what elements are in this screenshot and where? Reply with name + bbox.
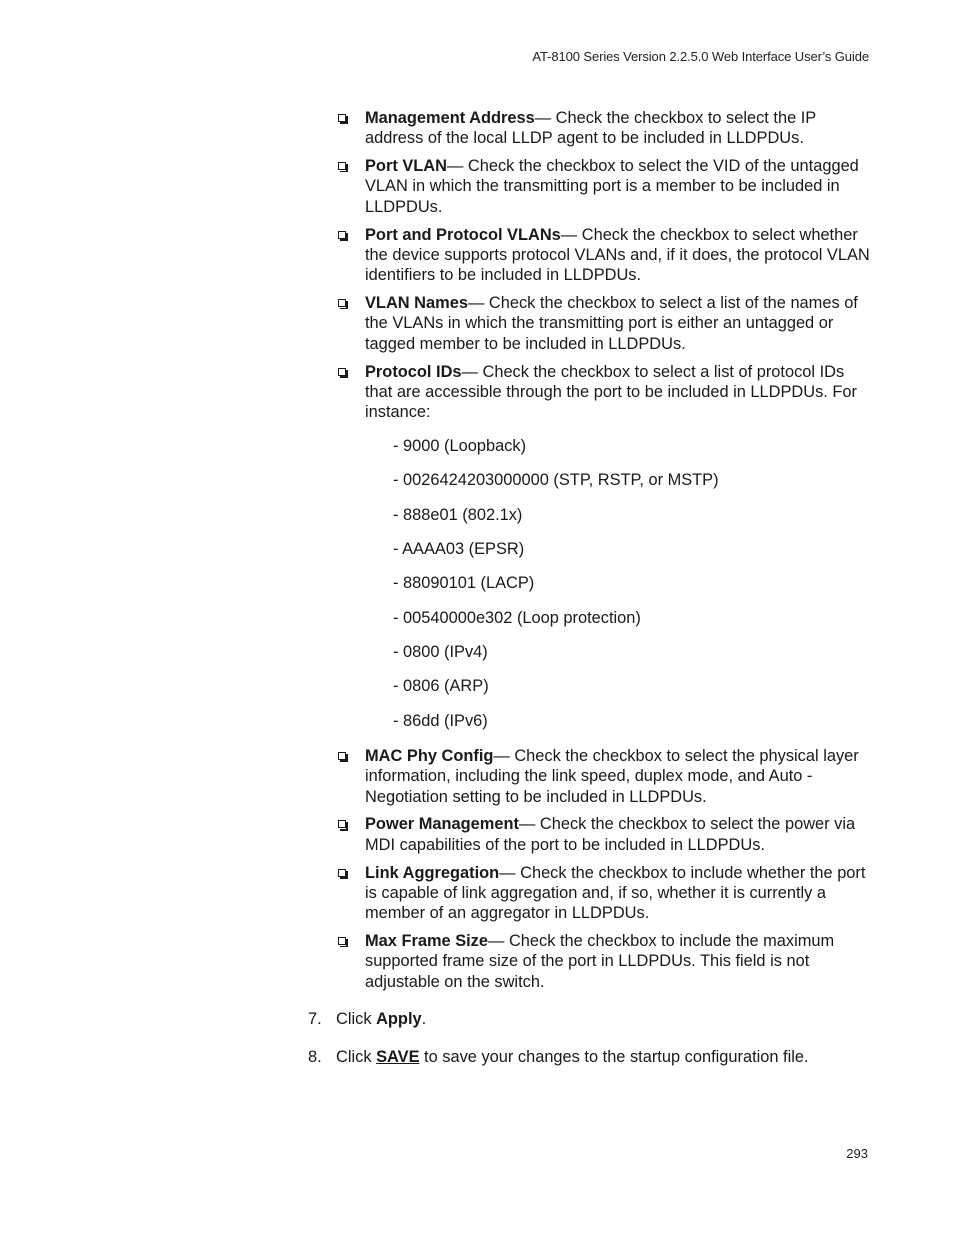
- bullet-box-icon: [338, 299, 346, 307]
- step-7: [308, 1009, 908, 1029]
- item-text: — Check the checkbox to select the IP address of the local LLDP agent to be included in LLDPDUs.: [365, 109, 816, 148]
- bullet-box-icon: [338, 820, 346, 828]
- list-item: [336, 931, 876, 992]
- item-term: Port VLAN: [365, 157, 447, 176]
- procedure-steps: [308, 1009, 908, 1067]
- step-text-post: .: [421, 1010, 427, 1028]
- item-term: Protocol IDs: [365, 362, 462, 381]
- item-text: — Check the checkbox to select whether the device supports protocol VLANs and, if it does, the protocol VLAN identifiers to be included in LLDPDUs.: [365, 225, 870, 285]
- page-number: 293: [846, 1146, 868, 1161]
- bullet-box-icon: [338, 937, 346, 945]
- list-item: [336, 362, 876, 423]
- item-text: — Check the checkbox to select the power via MDI capabilities of the port to be included in LLDPDUs.: [365, 815, 856, 854]
- save-link[interactable]: SAVE: [376, 1048, 420, 1066]
- item-term: Management Address: [365, 109, 535, 127]
- item-text: — Check the checkbox to include the maximum supported frame size of the port in LLDPDUs. This field is not adjustable on the switch.: [365, 932, 835, 991]
- protocol-id-item: - 00540000e302 (Loop protection): [393, 608, 641, 627]
- step-8: [308, 1047, 908, 1067]
- protocol-id-list: [393, 436, 719, 745]
- list-item: [336, 225, 876, 286]
- step-number: 7.: [308, 1010, 322, 1028]
- step-text: [336, 1009, 426, 1029]
- item-term: MAC Phy Config: [365, 747, 494, 765]
- protocol-id-item: - 888e01 (802.1x): [393, 505, 523, 524]
- bullet-box-icon: [338, 368, 346, 376]
- bullet-box-icon: [338, 752, 346, 760]
- item-text: — Check the checkbox to select the VID of the untagged VLAN in which the transmitting port is a member to be included in LLDPDUs.: [365, 157, 859, 216]
- list-item: [336, 293, 876, 354]
- list-item: [336, 108, 876, 149]
- apply-term: Apply: [376, 1010, 422, 1028]
- protocol-id-item: - 88090101 (LACP): [393, 574, 535, 593]
- bullet-box-icon: [338, 869, 346, 877]
- item-text: — Check the checkbox to select a list of the names of the VLANs in which the transmitting port is either an untagged or tagged member to be included in LLDPDUs.: [365, 294, 858, 353]
- lldp-options-list: [336, 108, 876, 430]
- item-text: — Check the checkbox to select the physical layer information, including the link speed, duplex mode, and Auto -Negotiation setting to be included in LLDPDUs.: [365, 747, 859, 806]
- running-header: AT-8100 Series Version 2.2.5.0 Web Interface User’s Guide: [532, 49, 869, 64]
- item-text: — Check the checkbox to select a list of protocol IDs that are accessible through the port to be included in LLDPDUs. For instance:: [365, 362, 857, 422]
- protocol-id-item: - 86dd (IPv6): [393, 711, 488, 730]
- list-item: [336, 156, 876, 217]
- item-term: Power Management: [365, 815, 519, 834]
- list-item: [336, 746, 876, 807]
- protocol-id-item: - 0800 (IPv4): [393, 643, 488, 662]
- step-number: 8.: [308, 1048, 322, 1066]
- bullet-box-icon: [338, 114, 346, 122]
- step-text-pre: Click: [336, 1048, 377, 1066]
- bullet-box-icon: [338, 231, 346, 239]
- item-term: Max Frame Size: [365, 932, 488, 951]
- item-text: — Check the checkbox to include whether the port is capable of link aggregation and, if so, whether it is currently a member of an aggregator in LLDPDUs.: [365, 863, 866, 923]
- step-text-pre: Click: [336, 1010, 377, 1028]
- item-term: Link Aggregation: [365, 863, 500, 882]
- protocol-id-item: - 9000 (Loopback): [393, 437, 527, 455]
- list-item: [336, 863, 876, 924]
- protocol-id-item: - AAAA03 (EPSR): [393, 540, 525, 559]
- item-term: Port and Protocol VLANs: [365, 225, 561, 244]
- step-text: [336, 1047, 809, 1067]
- item-term: VLAN Names: [365, 294, 468, 313]
- bullet-box-icon: [338, 162, 346, 170]
- protocol-id-item: - 0026424203000000 (STP, RSTP, or MSTP): [393, 471, 719, 490]
- lldp-options-list-continued: [336, 746, 876, 1000]
- step-text-post: to save your changes to the startup configuration file.: [419, 1048, 809, 1066]
- list-item: [336, 814, 876, 855]
- protocol-id-item: - 0806 (ARP): [393, 677, 489, 696]
